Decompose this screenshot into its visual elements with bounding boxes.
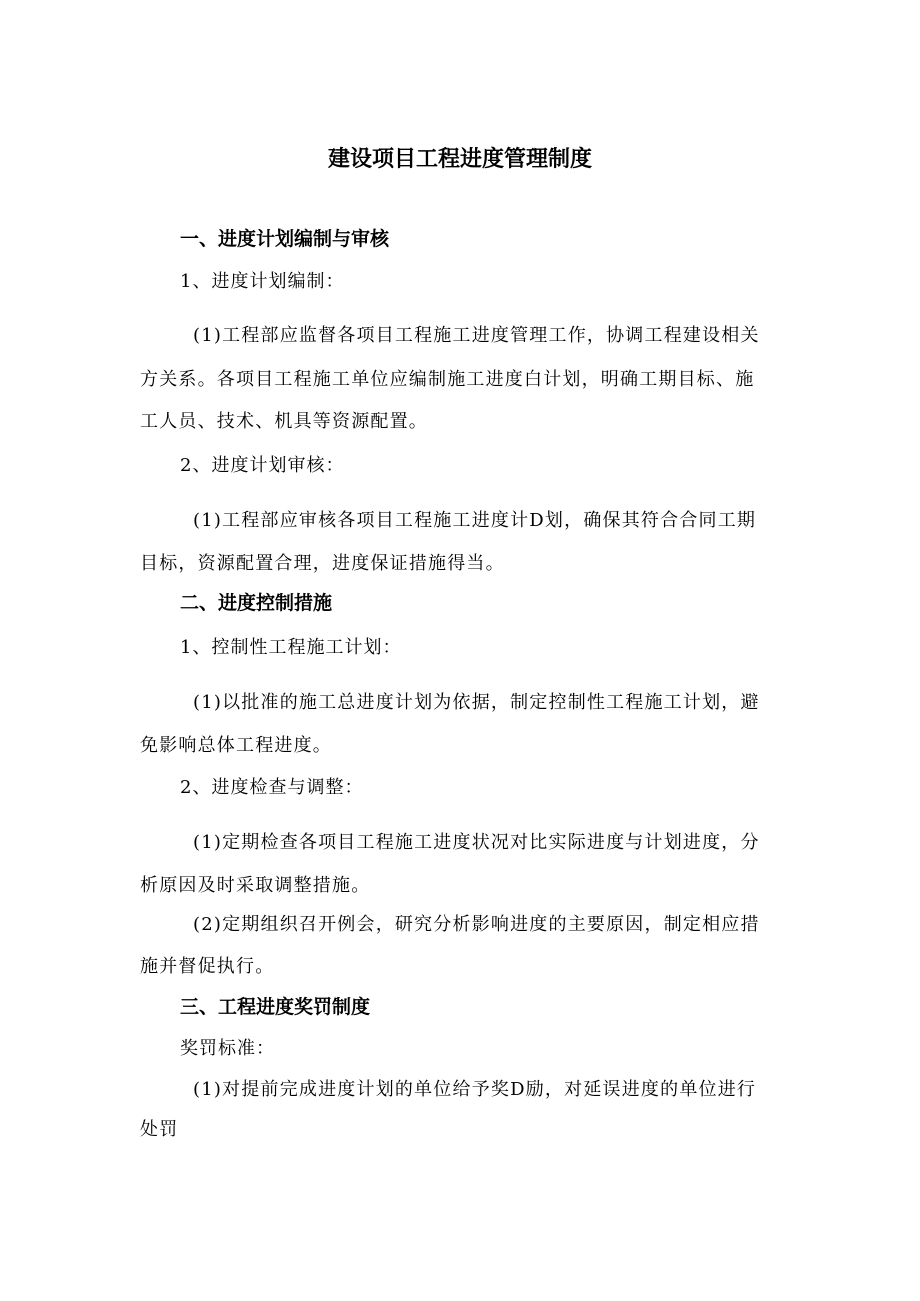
section-heading-1: 一、进度计划编制与审核 [180, 228, 390, 250]
paragraph-line: 免影响总体工程进度。 [140, 735, 332, 756]
item-heading: 2、进度计划审核： [180, 455, 345, 476]
section-heading-2: 二、进度控制措施 [180, 592, 333, 614]
paragraph-line: 工人员、技术、机具等资源配置。 [140, 411, 428, 432]
item-heading: 2、进度检查与调整： [180, 777, 364, 798]
paragraph-line: 析原因及时采取调整措施。 [140, 875, 371, 896]
item-heading: 1、进度计划编制： [180, 271, 345, 292]
paragraph-line: 处罚 [140, 1119, 179, 1140]
paragraph-line: (1)工程部应监督各项目工程施工进度管理工作，协调工程建设相关 [193, 325, 760, 346]
item-heading: 1、控制性工程施工计划： [180, 637, 402, 658]
paragraph-line: (2)定期组织召开例会，研究分析影响进度的主要原因，制定相应措 [193, 914, 760, 935]
item-heading: 奖罚标准： [180, 1038, 275, 1059]
page-title: 建设项目工程进度管理制度 [327, 147, 592, 172]
paragraph-line: 目标，资源配置合理，进度保证措施得当。 [140, 553, 505, 574]
paragraph-line: (1)定期检查各项目工程施工进度状况对比实际进度与计划进度，分 [193, 832, 760, 853]
paragraph-line: 施并督促执行。 [140, 956, 275, 977]
paragraph-line: (1)以批准的施工总进度计划为依据，制定控制性工程施工计划，避 [193, 692, 760, 713]
paragraph-line: 方关系。各项目工程施工单位应编制施工进度白计划，明确工期目标、施 [140, 369, 755, 390]
paragraph-line: (1)工程部应审核各项目工程施工进度计D划，确保其符合合同工期 [193, 510, 757, 531]
paragraph-line: (1)对提前完成进度计划的单位给予奖D励，对延误进度的单位进行 [193, 1079, 757, 1100]
section-heading-3: 三、工程进度奖罚制度 [180, 996, 371, 1018]
